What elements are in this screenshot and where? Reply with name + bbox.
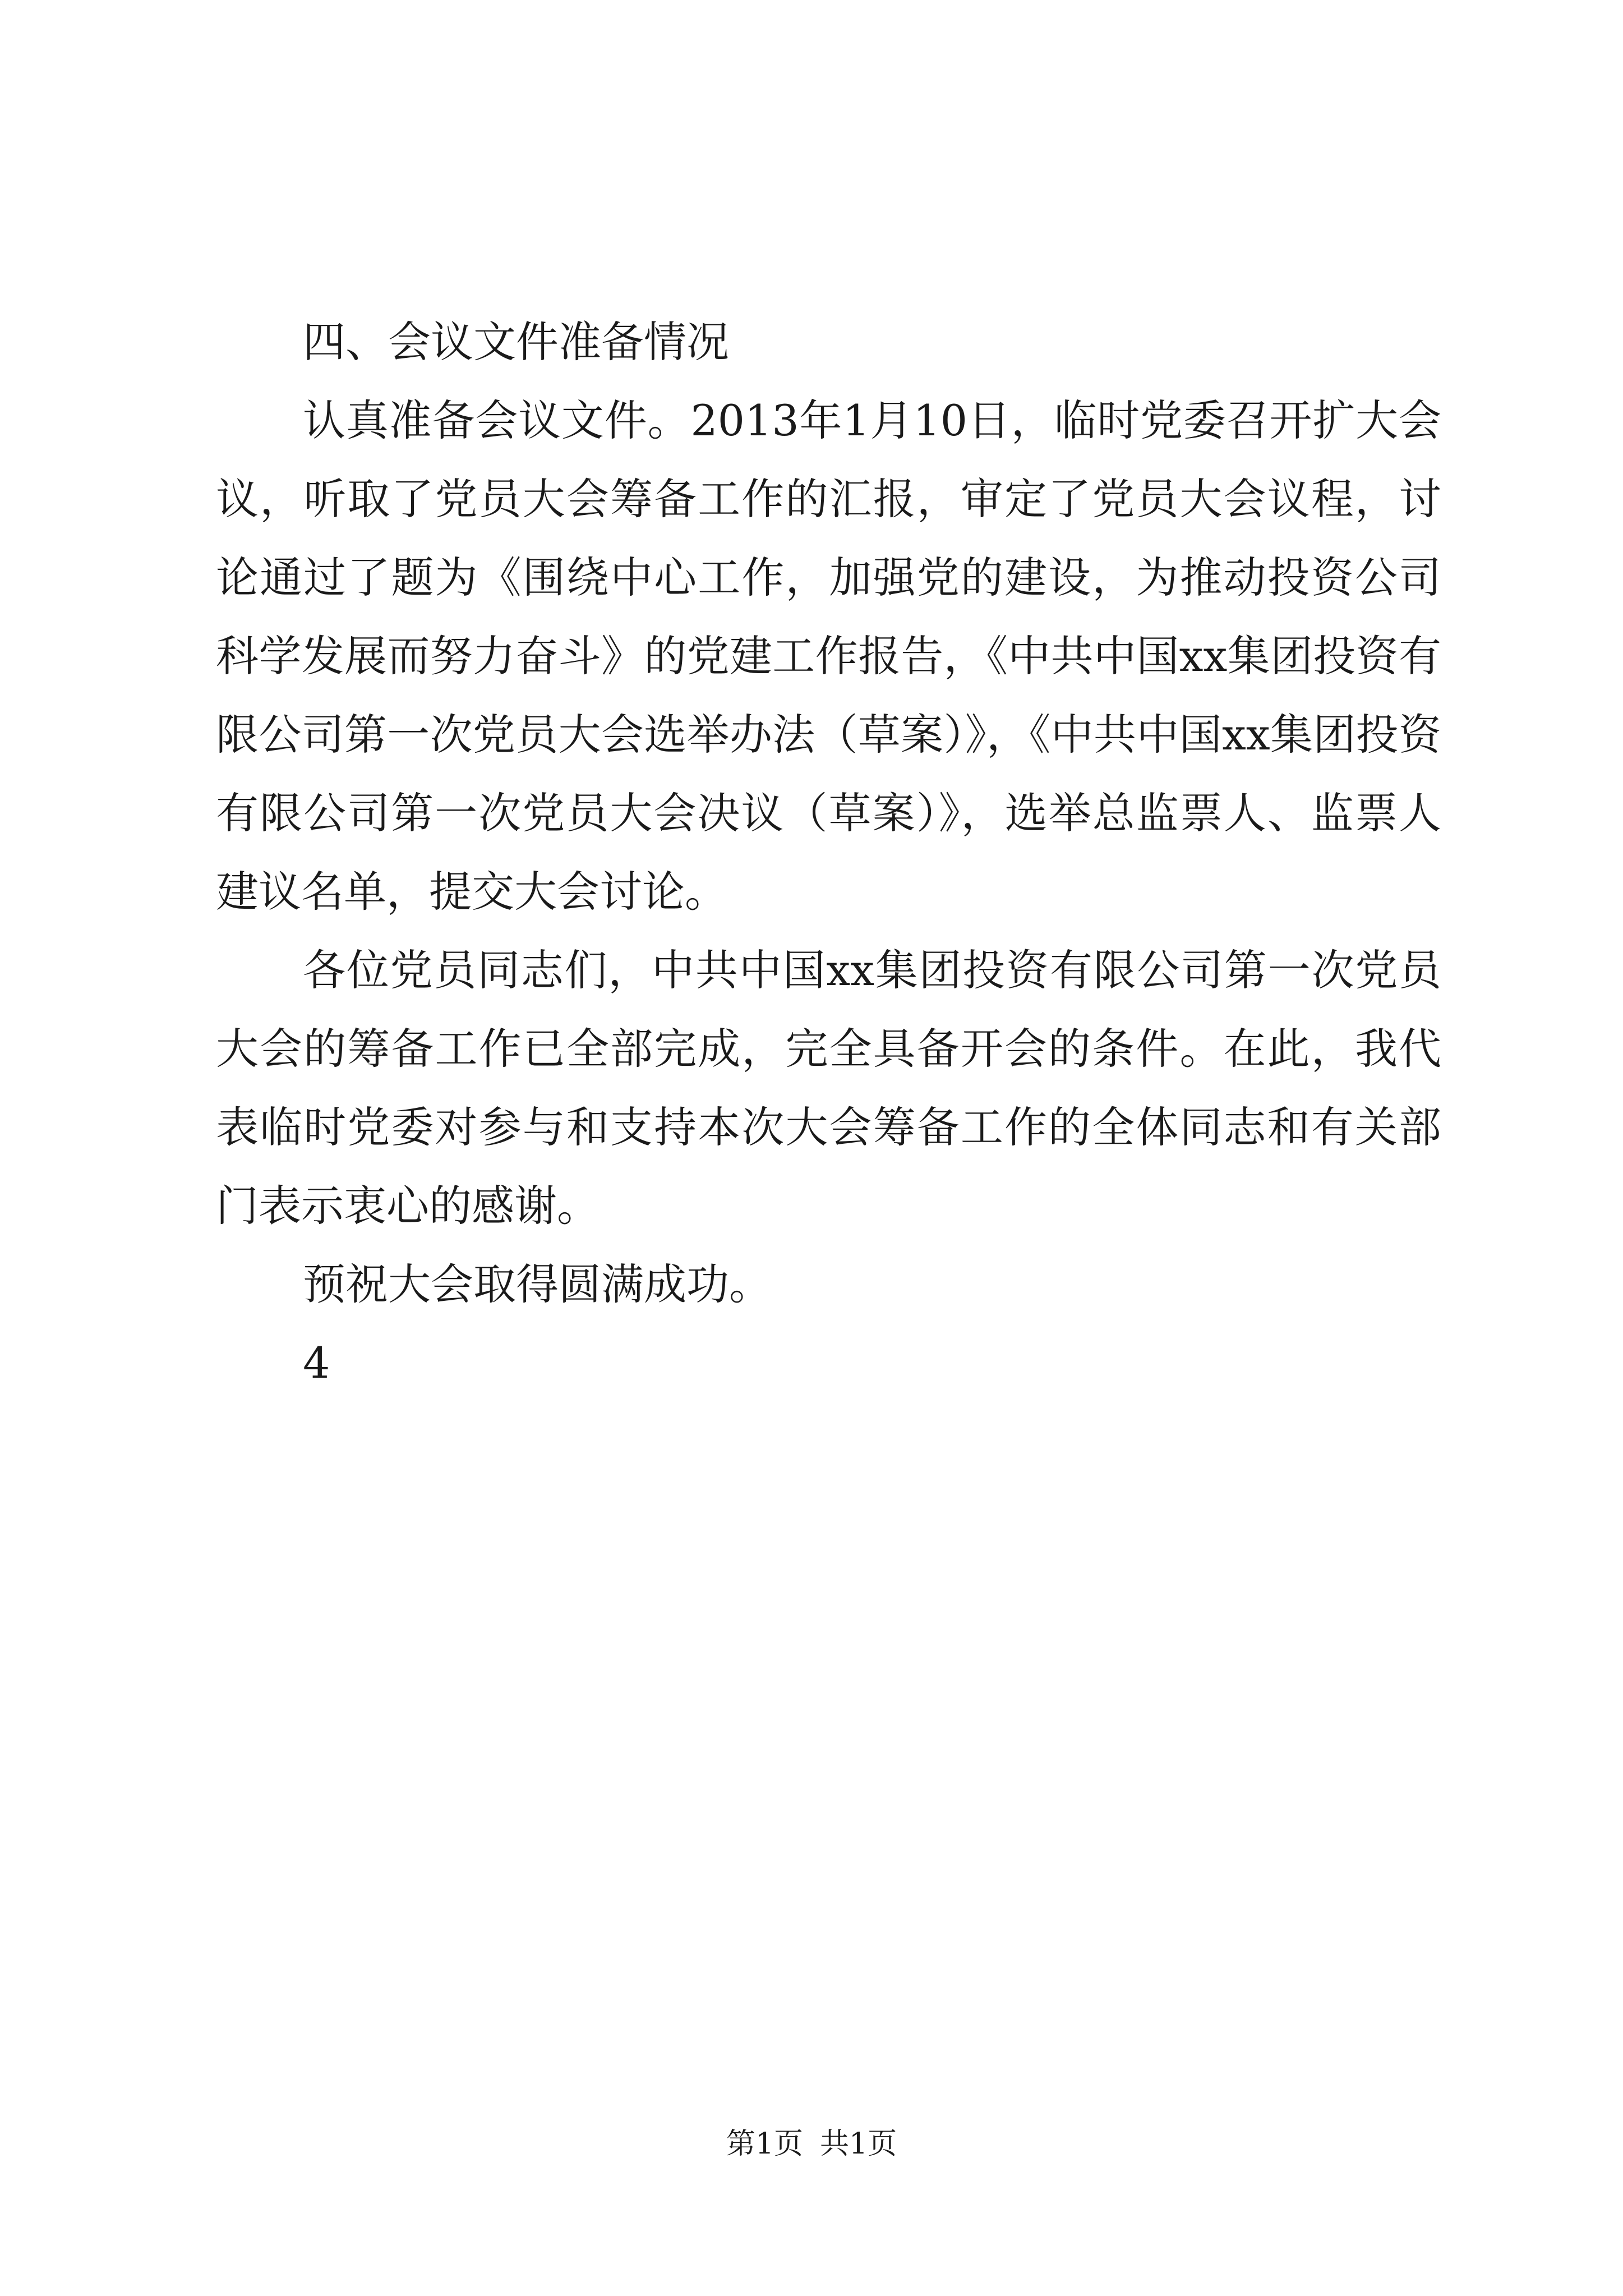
trailing-number: 4 bbox=[303, 1338, 330, 1388]
paragraph-wishes: 预祝大会取得圆满成功。 bbox=[303, 1259, 772, 1309]
section-heading: 四、会议文件准备情况 bbox=[303, 317, 729, 367]
page-total-label: 共1页 bbox=[820, 2127, 897, 2161]
paragraph-preparation-complete: 各位党员同志们，中共中国xx集团投资有限公司第一次党员大会的筹备工作已全部完成，完全具备开会的条件。在此，我代表临时党委对参与和支持本次大会筹备工作的全体同志和有关部门表示衷心的感谢。 bbox=[216, 945, 1441, 1231]
paragraph-meeting-documents: 认真准备会议文件。2013年1月10日，临时党委召开扩大会议，听取了党员大会筹备工作的汇报，审定了党员大会议程，讨论通过了题为《围绕中心工作，加强党的建设，为推动投资公司科学发展而努力奋斗》的党建工作报告，《中共中国xx集团投资有限公司第一次党员大会选举办法（草案）》，《中共中国xx集团投资有限公司第一次党员大会决议（草案）》，选举总监票人、监票人建议名单，提交大会讨论。 bbox=[216, 395, 1441, 917]
page-number-label: 第1页 bbox=[726, 2127, 803, 2161]
page-footer bbox=[0, 2122, 1623, 2166]
document-body bbox=[216, 303, 1441, 1402]
